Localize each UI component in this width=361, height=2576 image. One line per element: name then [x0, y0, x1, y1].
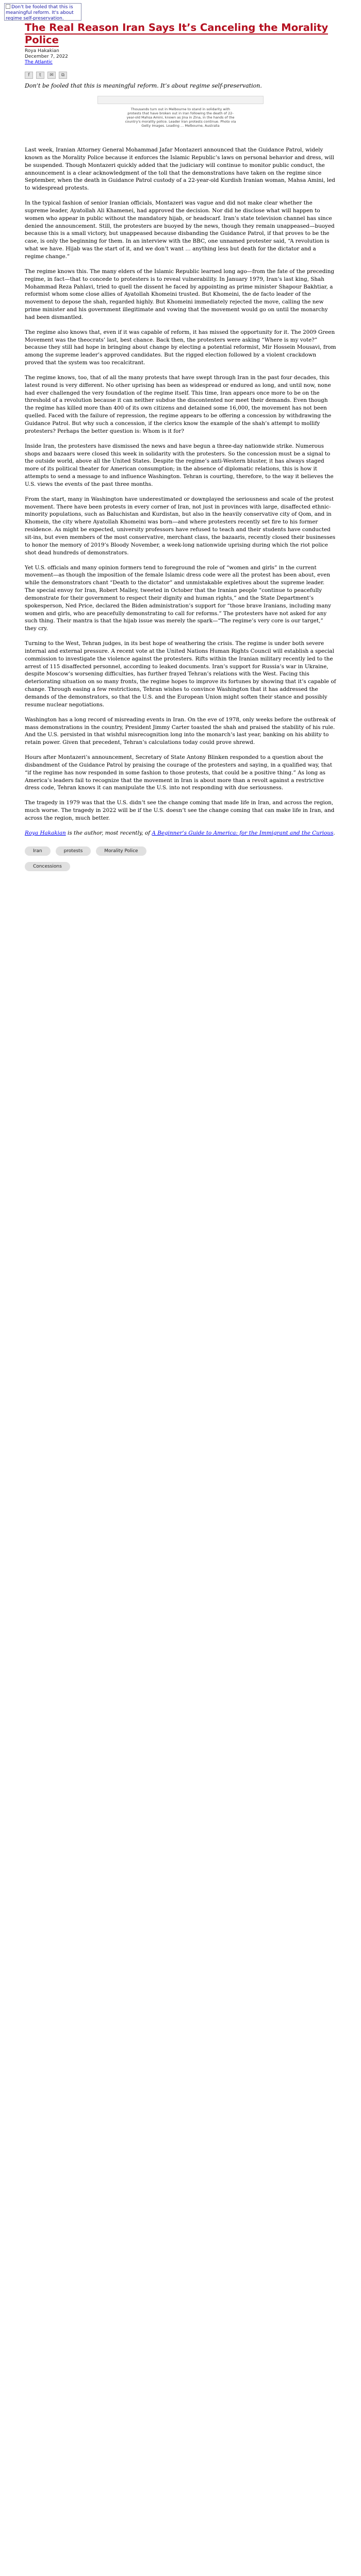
- source-link[interactable]: The Atlantic: [25, 60, 53, 65]
- book-link[interactable]: A Beginner’s Guide to America: for the Immigrant and the Curious: [152, 829, 334, 836]
- twitter-icon[interactable]: t: [36, 72, 44, 79]
- author: Roya Hakakian: [25, 48, 59, 54]
- article-subtitle: Don’t be fooled that this is meaningful reform. It’s about regime self-preservation.: [25, 82, 262, 89]
- paragraph: The regime knows, too, that of all the many protests that have swept through Iran in the past four decades, this latest round is very different. No other uprising has been as widespread or endured as long, and until now, none had ever challenged the very foundation of the regime itself. This time, Iran appears once more to be on the threshold of a revolution because it can neither subdue the discontented nor meet their demands. Even though the regime has killed more than 400 of its own citizens and detained some 16,000, the movement has not been quelled. Faced with the failure of repression, the regime appears to be offering a concession by withdrawing the Guidance Patrol. But why such a concession, if the clerics know the example of the shah’s attempt to mollify protesters? Perhaps the better question is: Whom is it for?: [25, 374, 332, 434]
- share-bar: [25, 69, 336, 76]
- paragraph: From the start, many in Washington have underestimated or downplayed the seriousness and scale of the protest movement. There have been protests in every corner of Iran, not just in provinces with large, disaffected ethnic-minority populations, such as Baluchistan and Kurdistan, but also in the heavily conservative city of Qom, and in Khomein, the city where Ayatollah Khomeini was born—and where protesters recently set fire to his former residence. As might be expected, university professors have refused to teach and their students have conducted sit-ins, but even members of the most conservative, merchant class, the bazaaris, recently closed their businesses to honor the memory of 2019’s Bloody November, a week-long nationwide uprising during which the riot police shot dead hundreds of demonstrators.: [25, 496, 336, 556]
- email-icon[interactable]: ✉: [47, 72, 56, 79]
- facebook-icon[interactable]: f: [25, 72, 33, 79]
- paragraph: The tragedy in 1979 was that the U.S. didn’t see the change coming that made life in Iran, and across the region, much worse. The tragedy in 2022 will be if the U.S. doesn’t see the change coming that can make life in Iran, and across the region, much better.: [25, 800, 335, 821]
- link-icon[interactable]: ⧉: [59, 72, 67, 79]
- header-image: [4, 3, 81, 21]
- image-caption: Thousands turn out in Melbourne to stand in solidarity with protests that have broken out in Iran following the death of 22-year-old Mahsa Amini, known as Jina in Zina, in the hands of the country's morality police. Leader Iran protests continue. Photo via Getty Images. Loading … Melbourne, Australia: [125, 107, 236, 128]
- date: December 7, 2022: [25, 54, 68, 59]
- paragraph: The regime knows this. The many elders of the Islamic Republic learned long ago—from the fate of the preceding regime, in fact—that to concede to protesters is to reveal vulnerability. In January 1979, Iran’s last king, Shah Mohammad Reza Pahlavi, tried to quell the dissent he faced by appointing as prime minister Shapour Bakhtiar, a reformist whom some close allies of Ayatollah Khomeini trusted. But Khomeini, the de facto leader of the movement to depose the shah, regarded highly. But Khomeini immediately rejected the move, calling the new prime minister and his government illegitimate and vowing that the movement would go on until the monarchy had been dismantled.: [25, 268, 335, 320]
- paragraph: Washington has a long record of misreading events in Iran. On the eve of 1978, only weeks before the outbreak of mass demonstrations in the country, President Jimmy Carter toasted the shah and praised the stability of his rule. And the U.S. persisted in that wishful misrecognition long into the monarch’s last year, banking on his ability to retain power. Given that precedent, Tehran’s calculations today could prove shrewd.: [25, 716, 336, 746]
- paragraph: Yet U.S. officials and many opinion formers tend to foreground the role of “women and girls” in the current movement—as though the imposition of the female Islamic dress code were all the protest has been about, even while the demonstrators chant “Death to the dictator” and unmistakable expletives about the supreme leader. The special envoy for Iran, Robert Malley, tweeted in October that the Iranian people “continue to peacefully demonstrate for their government to respect their dignity and human rights,” and the State Department’s spokesperson, Ned Price, declared the Biden administration’s support for “those brave Iranians, including many women and girls, who are peacefully demonstrating to call for reforms.” The protesters have not asked for any such thing. Their mantra is that the hijab issue was merely the spark—“The regime’s very core is our target,” they cry.: [25, 564, 332, 632]
- author-bio: [25, 829, 336, 837]
- paragraph: Last week, Iranian Attorney General Mohammad Jafar Montazeri announced that the Guidance Patrol, widely known as the Morality Police because it enforces the Islamic Republic’s laws on personal behavior and dress, will be suspended. Though Montazeri quickly added that the judiciary will continue to monitor public conduct, the announcement is a clear acknowledgment of the toll that the demonstrations have taken on the regime since September, when the death in Guidance Patrol custody of a 22-year-old Kurdish Iranian woman, Mahsa Amini, led to widespread protests.: [25, 147, 335, 192]
- paragraph: Inside Iran, the protesters have dismissed the news and have begun a three-day nationwide strike. Numerous shops and bazaars were closed this week in solidarity with the protesters. So the concession must be a signal to the outside world, above all the United States. Despite the regime’s anti-Western bluster, it has always staged more of its political theater for American consumption; in the absence of diplomatic relations, this is how it attempts to send a message to and influence Washington. Tehran is courting, therefore, to the way it believes the U.S. views the events of the past three months.: [25, 443, 334, 487]
- article-title[interactable]: The Real Reason Iran Says It’s Canceling the Morality Police: [25, 22, 329, 46]
- tag-protests[interactable]: protests: [56, 846, 91, 856]
- article-figure: [25, 96, 336, 128]
- article-body: [25, 146, 336, 822]
- article: [25, 22, 336, 875]
- paragraph: In the typical fashion of senior Iranian officials, Montazeri was vague and did not make clear whether the supreme leader, Ayatollah Ali Khamenei, had approved the decision. Nor did he disclose what will happen to women who appear in public without the mandatory hijab, or headscarf. Iran’s state television channel has since denied the announcement. Still, the protesters are buoyed by the news, though they remain unappeased—buoyed because this is a small victory, but unappeased because disbanding the Guidance Patrol, if that proves to be the case, is only the beginning for them. In an interview with the BBC, one unnamed protester said, “A revolution is what we have. Hijab was the start of it, and we don’t want … anything less but death for the dictator and a regime change.”: [25, 200, 335, 260]
- paragraph: Turning to the West, Tehran judges, in its best hope of weathering the crisis. The regime is under both severe internal and external pressure. A recent vote at the United Nations Human Rights Council will establish a special commission to investigate the violence against the protesters. Rifts within the Iranian military recently led to the arrest of 115 disaffected personnel, according to leaked documents. Iran’s support for Russia’s war in Ukraine, despite Moscow’s worsening difficulties, has further frayed Tehran’s relations with the West. Facing this deteriorating situation on so many fronts, the regime hopes to improve its fortunes by showing that it’s capable of change. Through easing a few restrictions, Tehran wishes to convince Washington that it has addressed the demands of the demonstrators, so that the U.S. and the European Union might soften their stance and possibly resume nuclear negotiations.: [25, 640, 336, 708]
- tag-list: [25, 844, 336, 875]
- bio-end: .: [333, 829, 335, 836]
- author-link[interactable]: Roya Hakakian: [25, 829, 66, 836]
- paragraph: Hours after Montazeri’s announcement, Secretary of State Antony Blinken responded to a question about the disbandment of the Guidance Patrol by praising the courage of the protesters and saying, in a qualified way, that “if the regime has now responded in some fashion to those protests, that could be a positive thing.” As long as America’s leaders fail to recognize that the movement in Iran is about more than a revolt against a restrictive dress code, Tehran knows it can manipulate the U.S. into not responding with due seriousness.: [25, 754, 333, 791]
- article-meta: [25, 48, 336, 65]
- broken-image-icon: [6, 4, 10, 9]
- article-image: [97, 96, 264, 104]
- tag-concessions[interactable]: Concessions: [25, 862, 70, 871]
- paragraph: The regime also knows that, even if it was capable of reform, it has missed the opportunity for it. The 2009 Green Movement was the theocrats’ last, best chance. Back then, the protesters were asking “Where is my vote?” because they still had hope in bringing about change by electing a potential reformist, Mir Hossein Mousavi, from among the supreme leader’s approved candidates. But the rigged election followed by a violent crackdown proved that the system was too recalcitrant.: [25, 329, 336, 366]
- bio-text: is the author, most recently, of: [65, 829, 152, 836]
- header-image-alt: Don't be fooled that this is meaningful reform. It's about regime self-preservation.: [6, 5, 74, 21]
- tag-morality-police[interactable]: Morality Police: [96, 846, 146, 856]
- tag-iran[interactable]: Iran: [25, 846, 51, 856]
